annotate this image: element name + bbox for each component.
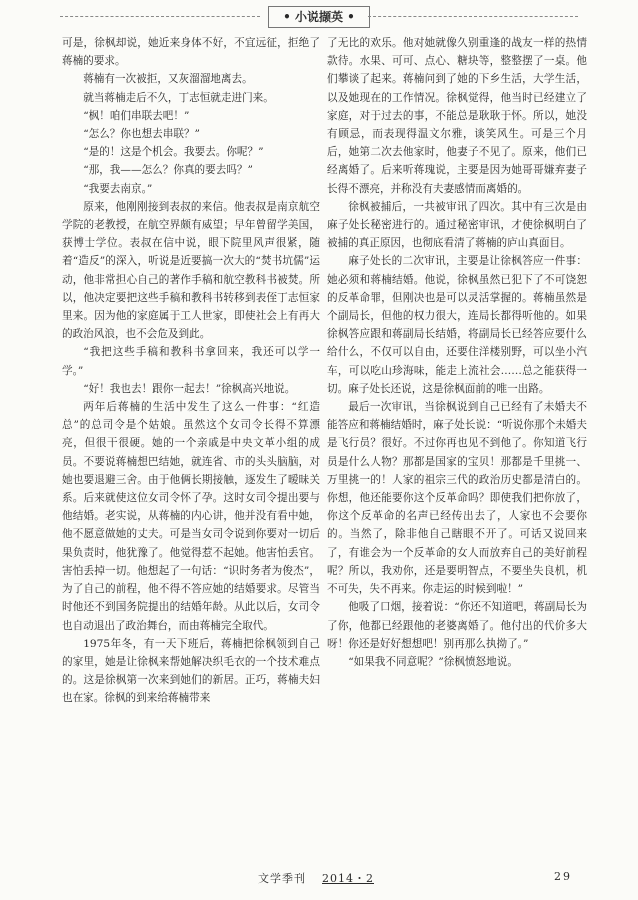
magazine-name: 文学季刊 [258, 872, 306, 885]
paragraph: 了无比的欢乐。他对她就像久别重逢的战友一样的热情款待。水果、可可、点心、糖块等，整整摆了一桌。他们攀谈了起来。蒋楠问到了她的下乡生活，大学生活，以及她现在的工作情况。徐枫觉得，他当时已经建立了家庭，对于过去的事，不能总是耿耿于怀。所以，她没有顾忌，而表现得温文尔雅，谈笑风生。可是三个月后，她第二次去他家时，他妻子不见了。原来，他们已经离婚了。后来听蒋瑰说，主要是因为她哥哥嫌弃妻子长得不漂亮，并称没有夫妻感情而离婚的。 [327, 37, 587, 195]
paragraph: 麻子处长的二次审讯，主要是让徐枫答应一件事：她必须和蒋楠结婚。他说，徐枫虽然已犯下了不可饶恕的反革命罪，但刚决也是可以灵活掌握的。蒋楠虽然是个副局长，但他的权力很大，连局长都得听他的。如果徐枫答应跟和蒋副局长结婚，将副局长已经答应要什么给什么，不仅可以自由，还要住洋楼别野，可以坐小汽车，可以吃山珍海味，能走上流社会……总之能获得一切。麻子处长还说，这是徐枫面前的唯一出路。 [327, 255, 587, 395]
paragraph: “枫！咱们串联去吧！” [83, 109, 190, 122]
left-column [62, 34, 320, 708]
paragraph: 徐枫被捕后，一共被审讯了四次。其中有三次是由麻子处长秘密进行的。通过秘密审讯，才使徐枫明白了被捕的真正原因，也彻底看清了蒋楠的庐山真面目。 [327, 200, 587, 250]
section-header [0, 6, 638, 28]
paragraph: “如果我不同意呢？”徐枫愤怒地说。 [348, 655, 518, 668]
paragraph: “我要去南京。” [83, 182, 153, 195]
paragraph: 最后一次审讯，当徐枫说到自己已经有了未婚夫不能答应和蒋楠结婚时，麻子处长说：“听说你那个未婚夫是飞行员？很好。不过你再也见不到他了。你知道飞行员是什么人物？那都是国家的宝贝！那都是千里挑一、万里挑一的！人家的祖宗三代的政治历史都是清白的。你想，他还能要你这个反革命吗？即使我们把你放了，你这个反革命的名声已经传出去了，人家也不会要你的。当然了，除非他自己瞎眼不开了。可话又说回来了，有谁会为一个反革命的女人而放弃自己的美好前程呢？所以，我劝你，还是要明智点，不要坐失良机，机不可失，失不再来。你走运的时候到啦！” [327, 401, 587, 596]
page-number: 29 [554, 870, 572, 883]
paragraph: “好！我也去！跟你一起去！”徐枫高兴地说。 [83, 382, 296, 395]
paragraph: “我把这些手稿和教科书拿回来，我还可以学一学。” [62, 346, 320, 377]
right-column [327, 34, 587, 671]
section-tag: • 小说撷英 • [268, 6, 370, 28]
paragraph: 原来，他刚刚接到表叔的来信。他表叔是南京航空学院的老教授，在航空界颇有威望；早年曾留学美国，获博士学位。表叔在信中说，眼下院里风声很紧，随着“造反”的深入，听说是近要搞一次大的“焚书坑儒”运动，他非常担心自己的著作手稿和航空教科书被焚。所以，他决定要把这些手稿和教科书转移到表侄丁志恒家里来。因为他的家庭属于工人世家，即使社会上有再大的政治风浪，也不会危及到此。 [62, 200, 320, 341]
header-rule-right [368, 16, 578, 18]
paragraph: 可是，徐枫却说，她近来身体不好，不宜远征，拒绝了蒋楠的要求。 [62, 37, 320, 68]
paragraph: “怎么？你也想去串联？” [83, 128, 200, 141]
issue-number: 2014・2 [322, 872, 374, 885]
paragraph: 两年后蒋楠的生活中发生了这么一件事：“红造总”的总司令是个姑娘。虽然这个女司令长得不算漂亮，但很干很硬。她的一个亲戚是中央文革小组的成员。不要说蒋楠想巴结她，就连省、市的头头脑脑，对她也要退避三舍。由于他俩长期接触，逐发生了暧昧关系。后来就使这位女司令怀了孕。这时女司令提出要与他结婚。老实说，从蒋楠的内心讲，他并没有看中她，他不愿意做她的丈夫。可是当女司令说到你要对一切后果负责时，他犹豫了。他觉得惹不起她。他害怕丢官。害怕丢掉一切。他想起了一句话：“识时务者为俊杰”，为了自己的前程，他不得不答应她的结婚要求。尽管当时他还不到国务院提出的结婚年龄。从此以后，女司令也自动退出了政治舞台，而由蒋楠完全取代。 [62, 401, 320, 632]
header-rule-left [60, 16, 260, 18]
paragraph: 蒋楠有一次被拒，又灰溜溜地离去。 [83, 73, 253, 86]
page-footer [0, 870, 638, 890]
paragraph: “那，我——怎么？你真的要去吗？” [83, 164, 253, 177]
paragraph: 他吸了口烟，接着说：“你还不知道吧，蒋副局长为了你，他都已经跟他的老婆离婚了。他付出的代价多大呀！你还是好好想想吧！别再那么执拗了。” [327, 601, 587, 650]
paragraph: 1975年冬，有一天下班后，蒋楠把徐枫领到自己的家里，她是让徐枫来帮她解决织毛衣的一个技术难点的。这是徐枫第一次来到她们的新居。正巧，蒋楠夫妇也在家。徐枫的到来给蒋楠带来 [62, 637, 320, 705]
paragraph: “是的！这是个机会。我要去。你呢？” [83, 146, 264, 159]
paragraph: 就当蒋楠走后不久，丁志恒就走进门来。 [83, 91, 274, 104]
